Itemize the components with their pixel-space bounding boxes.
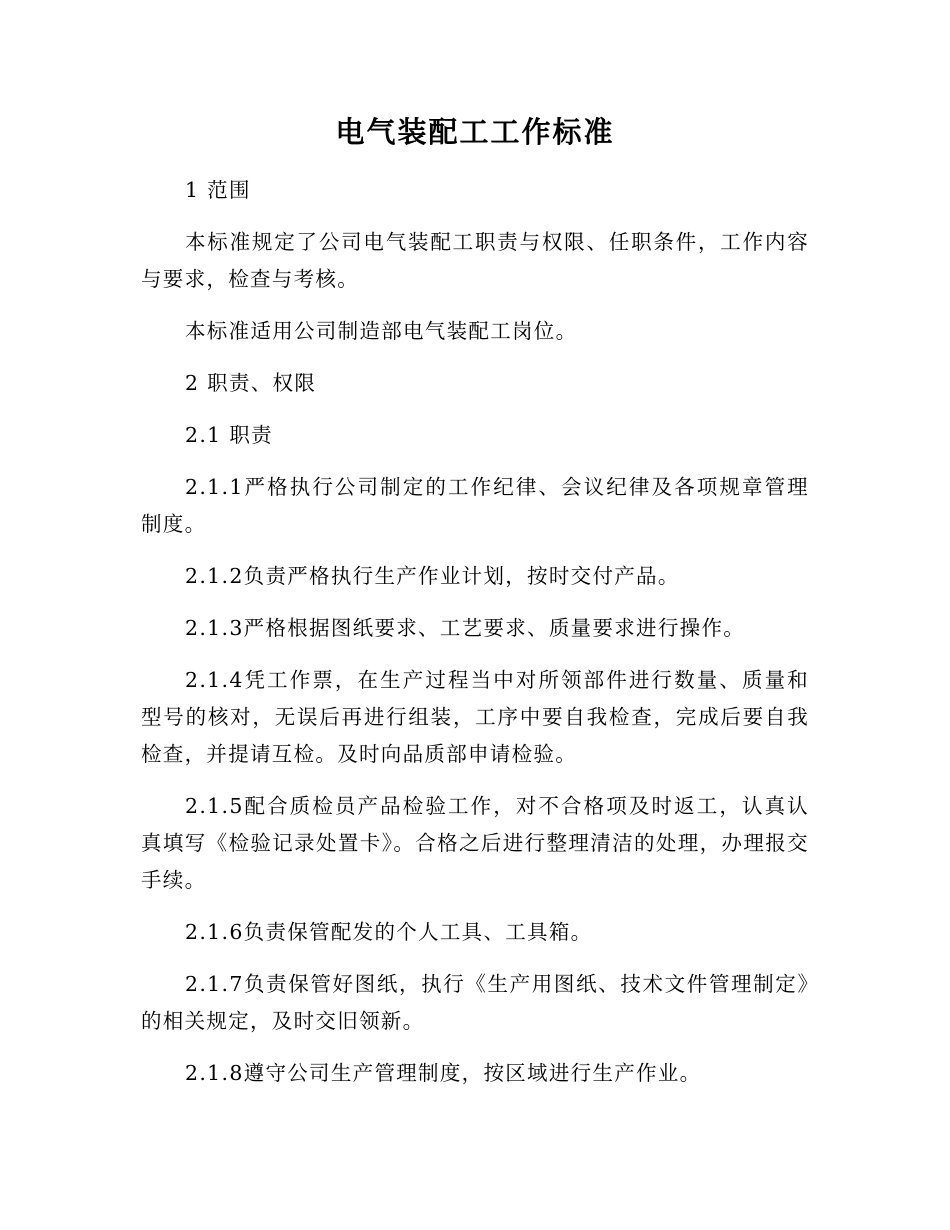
clause-2-1-1: 2.1.1严格执行公司制定的工作纪律、会议纪律及各项规章管理制度。 xyxy=(141,475,809,536)
clause-2-1-5: 2.1.5配合质检员产品检验工作，对不合格项及时返工，认真认真填写《检验记录处置卡》。合格之后进行整理清洁的处理，办理报交手续。 xyxy=(141,794,809,892)
clause-2-1-6: 2.1.6负责保管配发的个人工具、工具箱。 xyxy=(185,920,593,944)
paragraph-scope-applicability: 本标准适用公司制造部电气装配工岗位。 xyxy=(185,319,578,343)
section-heading-responsibilities-authority: 2 职责、权限 xyxy=(185,371,317,395)
document-title: 电气装配工工作标准 xyxy=(335,115,615,149)
clause-2-1-4: 2.1.4凭工作票，在生产过程当中对所领部件进行数量、质量和型号的核对，无误后再进行组装，工序中要自我检查，完成后要自我检查，并提请互检。及时向品质部申请检验。 xyxy=(141,668,809,766)
section-heading-scope: 1 范围 xyxy=(185,178,251,202)
paragraph-scope-definition: 本标准规定了公司电气装配工职责与权限、任职条件，工作内容与要求，检查与考核。 xyxy=(141,230,809,291)
subsection-heading-responsibilities: 2.1 职责 xyxy=(185,423,273,447)
clause-2-1-3: 2.1.3严格根据图纸要求、工艺要求、质量要求进行操作。 xyxy=(185,616,746,640)
clause-2-1-7: 2.1.7负责保管好图纸，执行《生产用图纸、技术文件管理制定》的相关规定，及时交旧领新。 xyxy=(141,972,809,1033)
clause-2-1-8: 2.1.8遵守公司生产管理制度，按区域进行生产作业。 xyxy=(185,1061,702,1085)
clause-2-1-2: 2.1.2负责严格执行生产作业计划，按时交付产品。 xyxy=(185,564,680,588)
